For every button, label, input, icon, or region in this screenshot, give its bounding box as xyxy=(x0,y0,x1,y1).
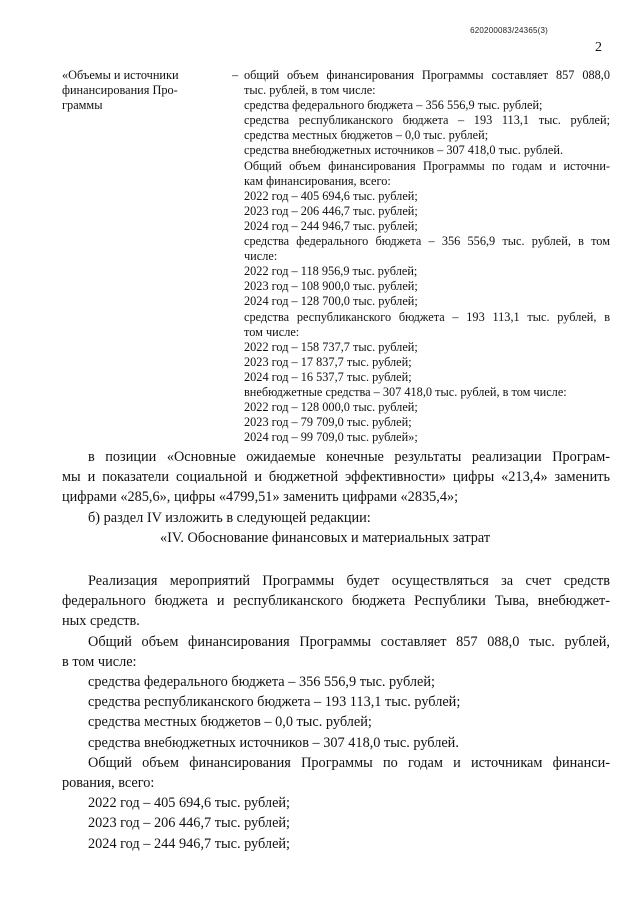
passport-line: 2023 год – 17 837,7 тыс. рублей; xyxy=(244,354,412,369)
passport-line: 2024 год – 244 946,7 тыс. рублей; xyxy=(244,218,418,233)
passport-line: 2023 год – 206 446,7 тыс. рублей; xyxy=(244,203,418,218)
passport-line: 2023 год – 79 709,0 тыс. рублей; xyxy=(244,415,412,430)
year-line: 2024 год – 244 946,7 тыс. рублей; xyxy=(88,835,291,852)
passport-line: тыс. рублей, в том числе: xyxy=(244,83,376,98)
passport-line: 2022 год – 158 737,7 тыс. рублей; xyxy=(244,339,418,354)
paragraph-line: цифрами «285,6», цифры «4799,51» заменить цифрами «2835,4»; xyxy=(62,489,459,506)
passport-line: 2024 год – 99 709,0 тыс. рублей»; xyxy=(244,430,418,445)
section-title: «IV. Обоснование финансовых и материальных затрат xyxy=(160,529,491,546)
paragraph-line: Общий объем финансирования Программы по годам и источникам финанси- xyxy=(88,754,610,771)
item-b: б) раздел IV изложить в следующей редакции: xyxy=(88,509,371,526)
paragraph-line: федерального бюджета и республиканского бюджета Республики Тыва, внебюджет- xyxy=(62,593,610,610)
year-line: 2023 год – 206 446,7 тыс. рублей; xyxy=(88,815,291,832)
passport-label-line: финансирования Про- xyxy=(62,83,178,98)
passport-line: 2023 год – 108 900,0 тыс. рублей; xyxy=(244,279,418,294)
document-id: 620200083/24365(3) xyxy=(470,26,548,35)
passport-line: средства внебюджетных источников – 307 418,0 тыс. рублей. xyxy=(244,143,564,158)
passport-line: 2022 год – 118 956,9 тыс. рублей; xyxy=(244,264,418,279)
passport-line: 2022 год – 128 000,0 тыс. рублей; xyxy=(244,400,418,415)
passport-line: 2022 год – 405 694,6 тыс. рублей; xyxy=(244,188,418,203)
passport-line: внебюджетные средства – 307 418,0 тыс. рублей, в том числе: xyxy=(244,384,567,399)
paragraph-line: в позиции «Основные ожидаемые конечные результаты реализации Програм- xyxy=(88,449,610,465)
source-line: средства республиканского бюджета – 193 113,1 тыс. рублей; xyxy=(88,694,461,711)
main-text xyxy=(62,447,610,854)
passport-label xyxy=(62,68,210,113)
passport-dash: – xyxy=(232,68,239,82)
page-number: 2 xyxy=(595,40,602,55)
passport-line: средства местных бюджетов – 0,0 тыс. рублей; xyxy=(244,128,489,143)
paragraph-line: мы и показатели социальной и бюджетной эффективности» цифры «213,4» заменить xyxy=(62,469,610,486)
passport-line: 2024 год – 128 700,0 тыс. рублей; xyxy=(244,294,418,309)
passport-line: 2024 год – 16 537,7 тыс. рублей; xyxy=(244,369,412,384)
passport-line: кам финансирования, всего: xyxy=(244,173,391,188)
source-line: средства внебюджетных источников – 307 418,0 тыс. рублей. xyxy=(88,734,459,751)
passport-label-line: граммы xyxy=(62,98,103,113)
passport-line: Общий объем финансирования Программы по годам и источни- xyxy=(244,158,610,173)
paragraph-line: ных средств. xyxy=(62,613,140,630)
paragraph-line: Общий объем финансирования Программы составляет 857 088,0 тыс. рублей, xyxy=(88,633,610,650)
passport-line: средства федерального бюджета – 356 556,9 тыс. рублей, в том xyxy=(244,234,610,249)
paragraph-line: в том числе: xyxy=(62,653,137,670)
passport-line: средства федерального бюджета – 356 556,9 тыс. рублей; xyxy=(244,98,543,113)
passport-line: средства республиканского бюджета – 193 113,1 тыс. рублей; xyxy=(244,113,610,128)
paragraph-line: Реализация мероприятий Программы будет осуществляться за счет средств xyxy=(88,573,610,590)
passport-line: общий объем финансирования Программы составляет 857 088,0 xyxy=(244,68,610,82)
source-line: средства федерального бюджета – 356 556,9 тыс. рублей; xyxy=(88,674,435,691)
paragraph-line: рования, всего: xyxy=(62,775,155,792)
passport-line: средства республиканского бюджета – 193 113,1 тыс. рублей, в xyxy=(244,309,610,324)
passport-content xyxy=(244,68,610,445)
year-line: 2022 год – 405 694,6 тыс. рублей; xyxy=(88,795,291,812)
passport-line: том числе: xyxy=(244,324,300,339)
source-line: средства местных бюджетов – 0,0 тыс. рублей; xyxy=(88,714,372,731)
passport-label-line: «Объемы и источники xyxy=(62,68,179,82)
passport-line: числе: xyxy=(244,249,278,264)
